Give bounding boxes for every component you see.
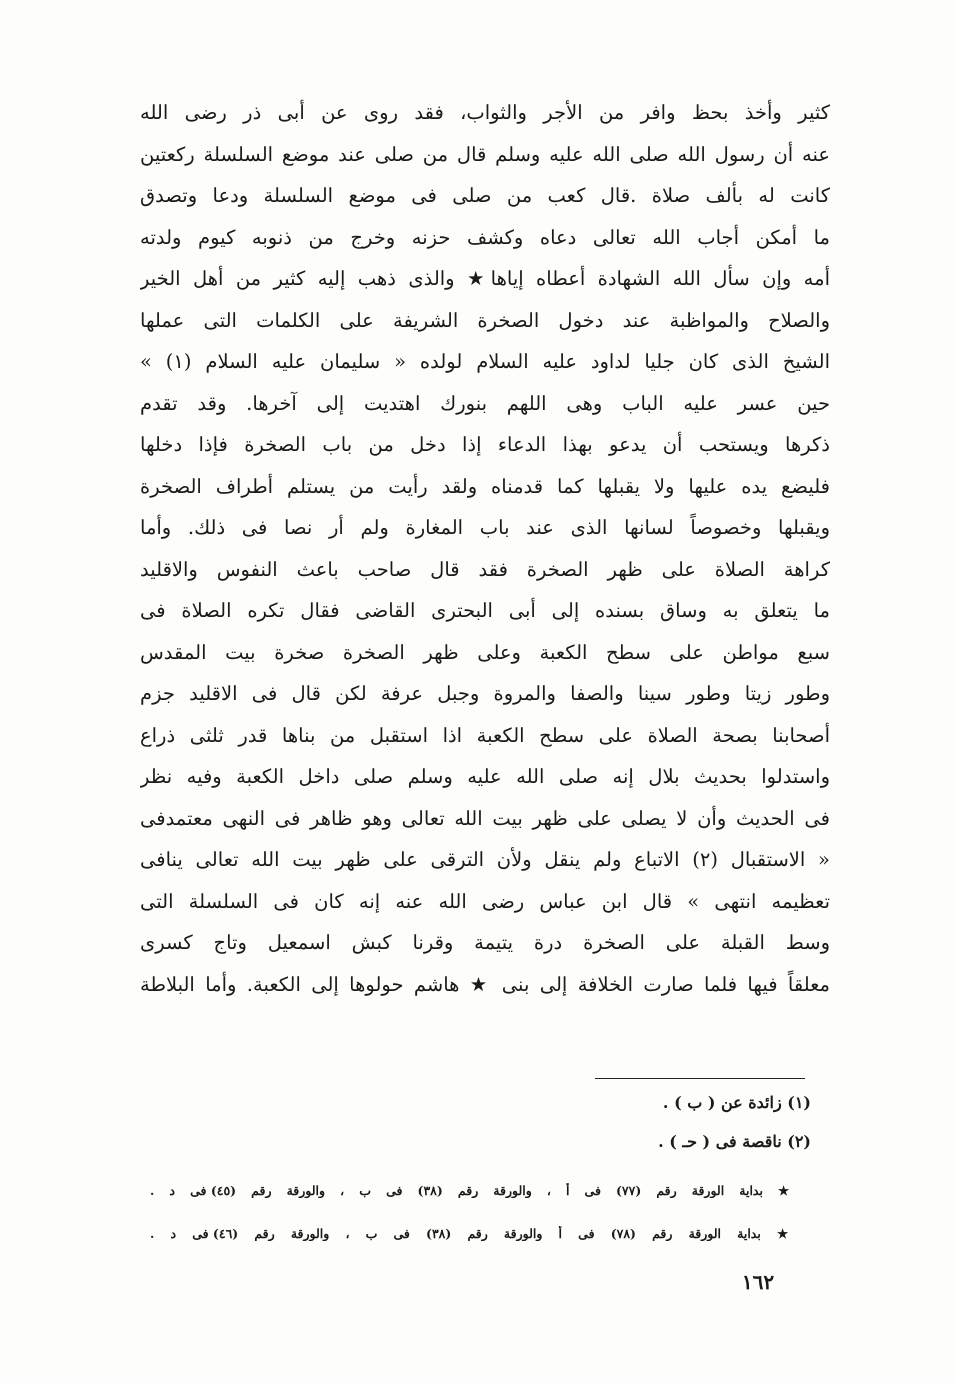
text-line: ما أمكن أجاب الله تعالى دعاه وكشف حزنه وخرج من ذنوبه كيوم ولدته bbox=[140, 225, 830, 249]
footnote-star-1: ★ بداية الورقة رقم (٧٧) فى أ ، والورقة رقم (٣٨) فى ب ، والورقة رقم (٤٥) فى د . bbox=[150, 1183, 800, 1198]
text-line: ويقبلها وخصوصاً لسانها الذى عند باب المغارة ولم أر نصا فى ذلك. وأما bbox=[140, 516, 830, 539]
footnote-separator bbox=[595, 1078, 805, 1079]
text-line: وطور زيتا وطور سينا والصفا والمروة وجبل عرفة لكن قال فى الاقليد جزم bbox=[140, 682, 830, 705]
main-text bbox=[140, 92, 830, 1005]
text-line: فليضع يده عليها ولا يقبلها كما قدمناه ولقد رأيت من يستلم أطراف الصخرة bbox=[140, 474, 830, 498]
text-line: الشيخ الذى كان جليا لداود عليه السلام لولده « سليمان عليه السلام (١) » bbox=[140, 350, 830, 373]
text-line: فى الحديث وأن لا يصلى على ظهر بيت الله تعالى وهو ظاهر فى النهى معتمدفى bbox=[140, 806, 830, 830]
text-line: « الاستقبال (٢) الاتباع ولم ينقل ولأن الترقى على ظهر بيت الله تعالى ينافى bbox=[140, 848, 830, 871]
text-line: عنه أن رسول الله صلى الله عليه وسلم قال من صلى عند موضع السلسلة ركعتين bbox=[140, 142, 830, 166]
footnote-star-2: ★ بداية الورقة رقم (٧٨) فى أ والورقة رقم (٣٨) فى ب ، والورقة رقم (٤٦) فى د . bbox=[150, 1226, 800, 1241]
text-line: أصحابنا بصحة الصلاة على سطح الكعبة اذا استقبل من بناها قدر ثلثى ذراع bbox=[140, 723, 830, 747]
text-line: كثير وأخذ بحظ وافر من الأجر والثواب، فقد روى عن أبى ذر رضى الله bbox=[140, 101, 830, 124]
text-line: أمه وإن سأل الله الشهادة أعطاه إياها★ والذى ذهب إليه كثير من أهل الخير bbox=[140, 267, 830, 290]
footnote-1: (١) زائدة عن ( ب ) . bbox=[662, 1093, 811, 1112]
text-line: ذكرها ويستحب أن يدعو بهذا الدعاء إذا دخل من باب الصخرة فإذا دخلها bbox=[140, 433, 830, 456]
text-line: كانت له بألف صلاة .قال كعب من صلى فى موضع السلسلة ودعا وتصدق bbox=[140, 184, 830, 207]
text-line: معلقاً فيها فلما صارت الخلافة إلى بنى ★ هاشم حولوها إلى الكعبة. وأما البلاطة bbox=[140, 972, 830, 996]
text-line: والصلاح والمواظبة عند دخول الصخرة الشريفة على الكلمات التى عملها bbox=[140, 308, 830, 332]
text-line: وسط القبلة على الصخرة درة يتيمة وقرنا كبش اسمعيل وتاج كسرى bbox=[140, 931, 830, 954]
footnote-2: (٢) ناقصة فى ( حـ ) . bbox=[658, 1132, 811, 1151]
page-number: ١٦٢ bbox=[741, 1270, 775, 1294]
text-line: ما يتعلق به وساق بسنده إلى أبى البحترى القاضى فقال تكره الصلاة فى bbox=[140, 599, 830, 622]
text-line: واستدلوا بحديث بلال إنه صلى الله عليه وسلم صلى داخل الكعبة وفيه نظر bbox=[140, 765, 830, 788]
text-line: سبع مواطن على سطح الكعبة وعلى ظهر الصخرة صخرة بيت المقدس bbox=[140, 640, 830, 664]
text-line: كراهة الصلاة على ظهر الصخرة فقد قال صاحب باعث النفوس والاقليد bbox=[140, 557, 830, 581]
text-line: حين عسر عليه الباب وهى اللهم بنورك اهتديت إلى آخرها. وقد تقدم bbox=[140, 391, 830, 415]
text-line: تعظيمه انتهى » قال ابن عباس رضى الله عنه إنه كان فى السلسلة التى bbox=[140, 889, 830, 913]
